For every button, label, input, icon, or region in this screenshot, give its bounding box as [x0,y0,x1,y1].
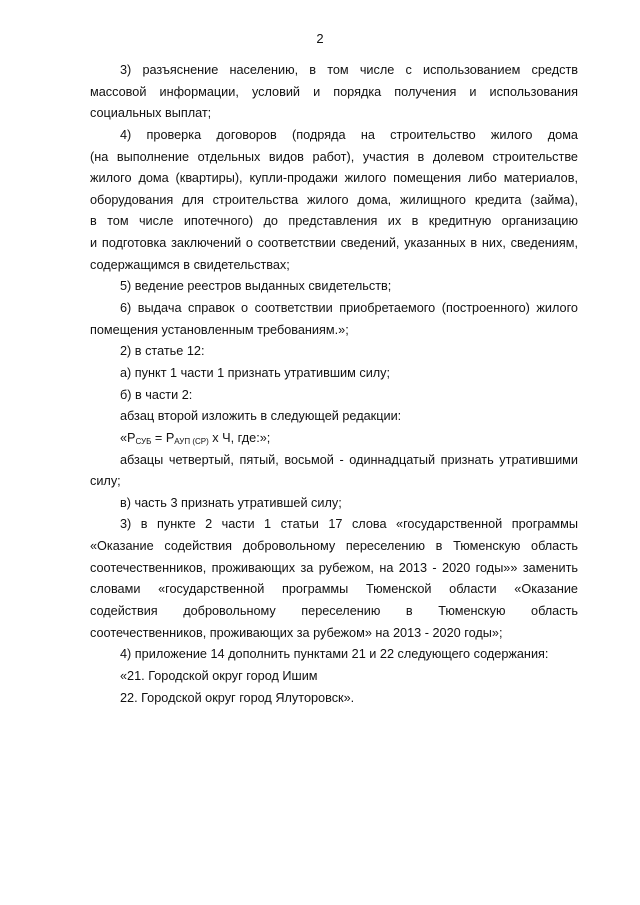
text-line: силу; [90,474,121,489]
text-line: «21. Городской округ город Ишим [120,668,318,683]
text-line: и подготовка заключений о соответствии сведений, указанных в них, сведениям, [90,236,578,251]
text-line: словами «государственной программы Тюменской области «Оказание [90,582,578,597]
page-number: 2 [316,31,324,46]
text-line: абзац второй изложить в следующей редакции: [120,409,402,424]
text-line: содействия добровольному переселению в Тюменскую область [90,604,578,619]
formula-line [90,428,578,450]
text-line: а) пункт 1 части 1 признать утратившим силу; [120,365,391,380]
formula-rest: x Ч, где:»; [208,430,271,445]
text-line: 6) выдача справок о соответствии приобретаемого (построенного) жилого [120,301,578,316]
text-line: в том числе ипотечного) до представления их в кредитную организацию [90,214,578,229]
formula-equals: = P [151,430,175,445]
text-line: 22. Городской округ город Ялуторовск». [120,690,355,705]
text-line: 3) в пункте 2 части 1 статьи 17 слова «государственной программы [120,517,578,532]
text-line: «Оказание содействия добровольному переселению в Тюменскую область [90,539,578,554]
text-line: 4) приложение 14 дополнить пунктами 21 и 22 следующего содержания: [120,647,549,662]
text-line: 5) ведение реестров выданных свидетельств; [120,279,392,294]
document-body [90,60,578,709]
text-line: помещения установленным требованиям.»; [90,322,349,337]
text-line: соотечественников, проживающих за рубежом» на 2013 - 2020 годы»; [90,625,503,640]
text-line: б) в части 2: [120,387,193,402]
text-line: в) часть 3 признать утратившей силу; [120,495,342,510]
text-line: 4) проверка договоров (подряда на строительство жилого дома [120,127,578,142]
text-line: содержащимся в свидетельствах; [90,257,290,272]
text-line: социальных выплат; [90,106,212,121]
formula-open: «P [120,430,136,445]
text-line: массовой информации, условий и порядка получения и использования [90,84,578,99]
formula-subscript-sub: СУБ [135,436,152,446]
text-line: соотечественников, проживающих за рубежом, на 2013 - 2020 годы»» заменить [90,560,578,575]
text-line: абзацы четвертый, пятый, восьмой - одиннадцатый признать утратившими [120,452,578,467]
formula-subscript-aup: АУП (СР) [174,436,209,446]
text-line: (на выполнение отдельных видов работ), участия в долевом строительстве [90,149,578,164]
text-line: оборудования для строительства жилого дома, жилищного кредита (займа), [90,192,578,207]
text-line: жилого дома (квартиры), купли-продажи жилого помещения либо материалов, [90,171,578,186]
text-line: 3) разъяснение населению, в том числе с использованием средств [120,63,578,77]
text-line: 2) в статье 12: [120,344,205,359]
